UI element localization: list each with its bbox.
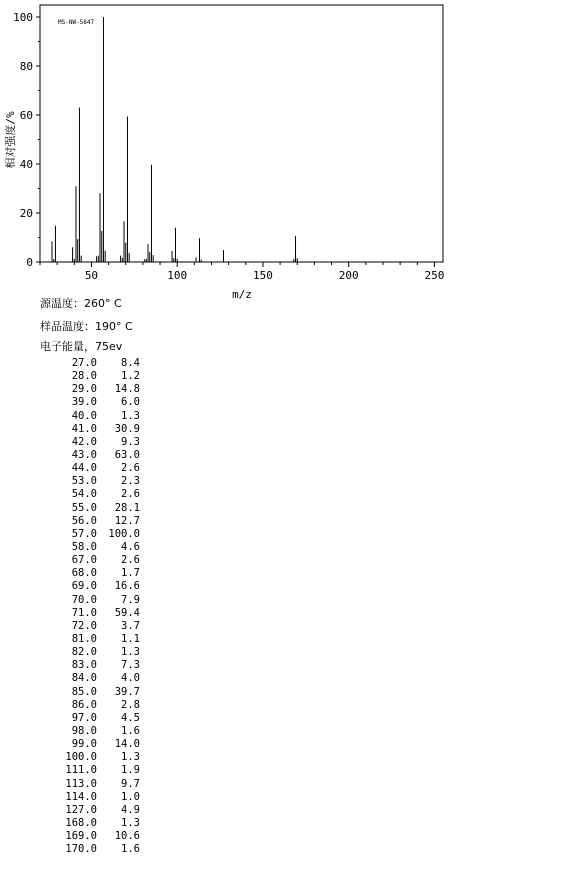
peak-mz: 98.0 <box>71 724 97 737</box>
peak-intensity: 7.3 <box>121 659 140 672</box>
peak-intensity: 1.2 <box>121 370 140 383</box>
peak-mz: 72.0 <box>71 619 97 632</box>
peak-mz: 113.0 <box>65 777 97 790</box>
peak-row <box>30 502 145 515</box>
electron-energy: 电子能量，75ev <box>40 340 123 353</box>
peak-intensity: 12.7 <box>114 514 140 527</box>
peak-row <box>30 686 145 699</box>
peak-row <box>30 817 145 830</box>
x-tick-label: 100 <box>167 269 188 282</box>
peak-row <box>30 725 145 738</box>
peak-intensity: 6.0 <box>121 396 140 409</box>
peak-mz: 81.0 <box>71 632 97 645</box>
peak-mz: 40.0 <box>71 409 97 422</box>
peak-intensity: 4.0 <box>121 672 140 685</box>
peak-mz: 28.0 <box>71 370 97 383</box>
y-axis-ticks <box>13 11 40 269</box>
peak-row <box>30 764 145 777</box>
peak-row <box>30 738 145 751</box>
peak-mz: 39.0 <box>71 396 97 409</box>
peak-intensity: 100.0 <box>108 527 140 540</box>
y-tick-label: 40 <box>19 158 33 171</box>
peak-mz: 54.0 <box>71 488 97 501</box>
peak-row <box>30 659 145 672</box>
x-axis-ticks <box>40 262 444 282</box>
peak-row <box>30 528 145 541</box>
peak-row <box>30 423 145 436</box>
peak-mz: 42.0 <box>71 435 97 448</box>
spectrum-bars <box>52 17 297 262</box>
peak-row <box>30 554 145 567</box>
peak-row <box>30 620 145 633</box>
y-tick-label: 20 <box>19 207 33 220</box>
peak-row <box>30 843 145 856</box>
peak-mz: 70.0 <box>71 593 97 606</box>
mass-spectrum-chart <box>0 0 570 305</box>
peak-mz: 168.0 <box>65 816 97 829</box>
peak-mz: 111.0 <box>65 764 97 777</box>
peak-intensity: 4.9 <box>121 803 140 816</box>
peak-intensity: 2.3 <box>121 475 140 488</box>
peak-row <box>30 410 145 423</box>
peak-row <box>30 830 145 843</box>
peak-row <box>30 607 145 620</box>
peak-mz: 27.0 <box>71 357 97 369</box>
peak-table <box>30 357 145 856</box>
peak-intensity: 1.3 <box>121 751 140 764</box>
peak-row <box>30 449 145 462</box>
peak-intensity: 4.6 <box>121 540 140 553</box>
x-tick-label: 200 <box>338 269 359 282</box>
peak-row <box>30 357 145 370</box>
peak-intensity: 4.5 <box>121 711 140 724</box>
peak-row <box>30 475 145 488</box>
peak-row <box>30 804 145 817</box>
peak-row <box>30 791 145 804</box>
peak-intensity: 14.0 <box>114 738 140 751</box>
y-axis-label: 相对强度/% <box>4 111 17 169</box>
peak-mz: 71.0 <box>71 606 97 619</box>
peak-intensity: 1.6 <box>121 843 140 856</box>
peak-row <box>30 383 145 396</box>
peak-mz: 86.0 <box>71 698 97 711</box>
peak-row <box>30 594 145 607</box>
peak-intensity: 14.8 <box>114 383 140 396</box>
peak-mz: 127.0 <box>65 803 97 816</box>
peak-row <box>30 370 145 383</box>
peak-intensity: 30.9 <box>114 422 140 435</box>
peak-mz: 57.0 <box>71 527 97 540</box>
peak-intensity: 1.1 <box>121 632 140 645</box>
peak-row <box>30 462 145 475</box>
peak-mz: 44.0 <box>71 462 97 475</box>
peak-mz: 82.0 <box>71 646 97 659</box>
peak-intensity: 2.6 <box>121 462 140 475</box>
peak-intensity: 3.7 <box>121 619 140 632</box>
peak-row <box>30 541 145 554</box>
peak-mz: 56.0 <box>71 514 97 527</box>
x-tick-label: 250 <box>424 269 445 282</box>
peak-mz: 68.0 <box>71 567 97 580</box>
peak-row <box>30 699 145 712</box>
peak-mz: 69.0 <box>71 580 97 593</box>
peak-intensity: 10.6 <box>114 830 140 843</box>
sample-temperature: 样品温度：190° C <box>40 320 133 333</box>
peak-intensity: 1.3 <box>121 646 140 659</box>
x-tick-label: 50 <box>84 269 99 282</box>
peak-row <box>30 515 145 528</box>
peak-row <box>30 712 145 725</box>
peak-row <box>30 646 145 659</box>
peak-row <box>30 751 145 764</box>
peak-intensity: 8.4 <box>121 357 140 369</box>
peak-row <box>30 488 145 501</box>
peak-row <box>30 567 145 580</box>
peak-intensity: 1.0 <box>121 790 140 803</box>
peak-row <box>30 778 145 791</box>
peak-mz: 55.0 <box>71 501 97 514</box>
peak-mz: 43.0 <box>71 448 97 461</box>
peak-intensity: 2.8 <box>121 698 140 711</box>
peak-mz: 169.0 <box>65 830 97 843</box>
peak-mz: 67.0 <box>71 554 97 567</box>
x-tick-label: 150 <box>252 269 273 282</box>
peak-mz: 58.0 <box>71 540 97 553</box>
chart-annotation: MS-NW-5847 <box>58 19 95 26</box>
peak-mz: 114.0 <box>65 790 97 803</box>
peak-intensity: 1.7 <box>121 567 140 580</box>
peak-mz: 97.0 <box>71 711 97 724</box>
peak-row <box>30 580 145 593</box>
peak-intensity: 7.9 <box>121 593 140 606</box>
peak-mz: 41.0 <box>71 422 97 435</box>
y-tick-label: 100 <box>13 11 33 24</box>
y-tick-label: 80 <box>19 60 33 73</box>
peak-intensity: 9.3 <box>121 435 140 448</box>
peak-row <box>30 672 145 685</box>
y-tick-label: 60 <box>19 109 33 122</box>
peak-row <box>30 396 145 409</box>
peak-row <box>30 633 145 646</box>
peak-mz: 53.0 <box>71 475 97 488</box>
y-tick-label: 0 <box>26 256 33 269</box>
peak-intensity: 63.0 <box>114 448 140 461</box>
peak-intensity: 2.6 <box>121 554 140 567</box>
peak-mz: 99.0 <box>71 738 97 751</box>
peak-mz: 85.0 <box>71 685 97 698</box>
peak-intensity: 2.6 <box>121 488 140 501</box>
peak-intensity: 1.3 <box>121 409 140 422</box>
peak-mz: 100.0 <box>65 751 97 764</box>
peak-intensity: 1.6 <box>121 724 140 737</box>
x-axis-label: m/z <box>232 288 252 301</box>
peak-intensity: 28.1 <box>114 501 140 514</box>
peak-intensity: 59.4 <box>114 606 140 619</box>
peak-mz: 84.0 <box>71 672 97 685</box>
peak-intensity: 1.3 <box>121 816 140 829</box>
source-temperature: 源温度：260° C <box>40 297 122 310</box>
peak-intensity: 16.6 <box>114 580 140 593</box>
peak-mz: 29.0 <box>71 383 97 396</box>
peak-row <box>30 436 145 449</box>
peak-intensity: 39.7 <box>114 685 140 698</box>
peak-intensity: 1.9 <box>121 764 140 777</box>
peak-mz: 83.0 <box>71 659 97 672</box>
peak-intensity: 9.7 <box>121 777 140 790</box>
peak-mz: 170.0 <box>65 843 97 856</box>
